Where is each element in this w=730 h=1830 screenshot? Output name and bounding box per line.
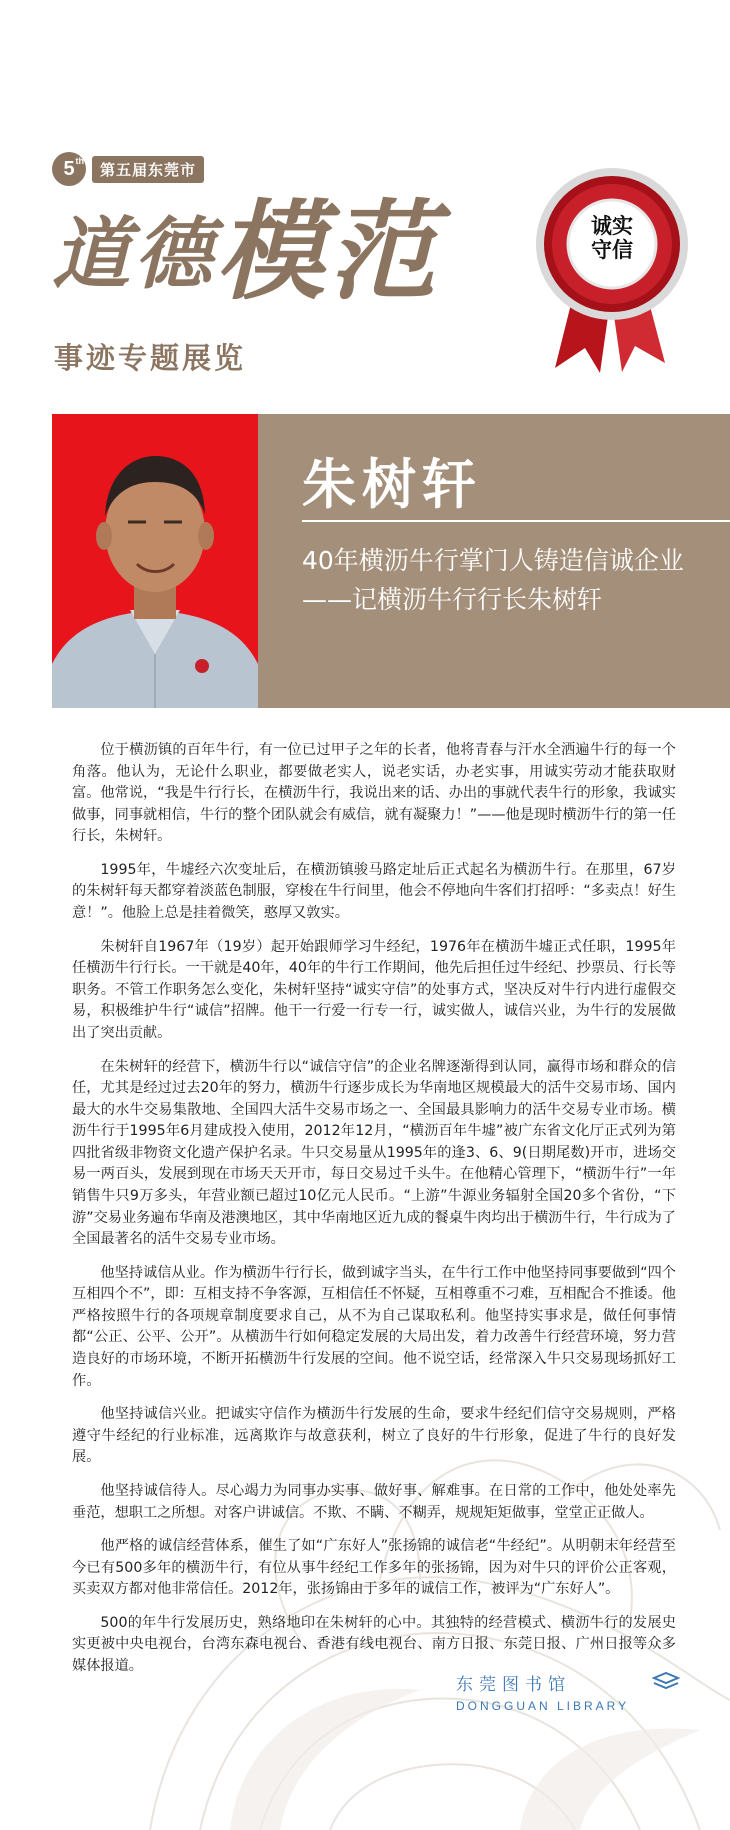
edition-suffix: th [75, 156, 84, 166]
exhibition-title [52, 189, 441, 315]
library-name-en: DONGGUAN LIBRARY [456, 1699, 630, 1713]
article-paragraph: 他严格的诚信经营体系，催生了如“广东好人”张扬锦的诚信老“牛经纪”。从明朝末年经营至今已有500多年的横沥牛行，有位从事牛经纪工作多年的张扬锦，因为对牛只的评价公正客观，买卖双方都对他非常信任。2012年，张扬锦由于多年的诚信工作，被评为“广东好人”。 [72, 1538, 676, 1598]
portrait-figure [52, 414, 258, 708]
article-paragraph: 500的年牛行发展历史，熟络地印在朱树轩的心中。其独特的经营模式、横沥牛行的发展史实更被中央电视台，台湾东森电视台、香港有线电视台、南方日报、东莞日报、广州日报等众多媒体报道。 [72, 1614, 676, 1674]
edition-label: 第五届东莞市 [92, 156, 204, 183]
article-paragraph: 在朱树轩的经营下，横沥牛行以“诚信守信”的企业名牌逐渐得到认同，赢得市场和群众的信任，尤其是经过过去20年的努力，横沥牛行逐步成长为华南地区规模最大的活牛交易市场、国内最大的水牛交易集散地、全国四大活牛交易市场之一、全国最具影响力的活牛交易专业市场。横沥牛行于1995年6月建成投入使用，2012年12月，“横沥百年牛墟”被广东省文化厅正式列为第四批省级非物资文化遗产保护名录。牛只交易量从1995年的逢3、6、9(日期尾数)开市，进场交易一两百头，发展到现在市场天天开市，每日交易过千头牛。在他精心管理下，“横沥牛行”一年销售牛只9万多头，年营业额已超过10亿元人民币。“上游”牛源业务辐射全国20多个省份，“下游”交易业务遍布华南及港澳地区，其中华南地区近九成的餐桌牛肉均出于横沥牛行，牛行成为了全国最著名的活牛交易专业市场。 [72, 1058, 676, 1248]
article-body [72, 740, 676, 1690]
name-panel [258, 414, 730, 708]
honesty-rosette-badge [530, 158, 690, 378]
title-part-2: 模范 [216, 189, 441, 315]
edition-tag [52, 152, 204, 186]
profile-headline [302, 542, 684, 620]
badge-label: 诚实 守信 [591, 214, 633, 263]
article-paragraph: 1995年，牛墟经六次变址后，在横沥镇骏马路定址后正式起名为横沥牛行。在那里，67岁的朱树轩每天都穿着淡蓝色制服，穿梭在牛行间里，他会不停地向牛客们打招呼：“多卖点！好生意！”。他脸上总是挂着微笑，憨厚又敦实。 [72, 861, 676, 922]
article-paragraph: 他坚持诚信兴业。把诚实守信作为横沥牛行发展的生命，要求牛经纪们信守交易规则，严格遵守牛经纪的行业标准，远离欺诈与故意获利，树立了良好的牛行形象，促进了牛行的良好发展。 [72, 1406, 676, 1466]
headline-line-1: 40年横沥牛行掌门人铸造信诚企业 [302, 546, 684, 575]
library-book-icon [652, 1672, 680, 1692]
exhibition-subtitle: 事迹专题展览 [54, 341, 247, 375]
name-divider [302, 520, 730, 522]
title-part-1: 道德 [52, 209, 217, 300]
article-paragraph: 位于横沥镇的百年牛行，有一位已过甲子之年的长者，他将青春与汗水全洒遍牛行的每一个角落。他认为，无论什么职业，都要做老实人，说老实话，办老实事，用诚实劳动才能获取财富。他常说，“我是牛行行长，在横沥牛行，我说出来的话、办出的事就代表牛行的形象，我诚实做事，同事就相信，牛行的整个团队就会有威信，就有凝聚力！”——他是现时横沥牛行的第一任行长，朱树轩。 [72, 742, 676, 845]
article-paragraph: 他坚持诚信待人。尽心竭力为同事办实事、做好事、解难事。在日常的工作中，他处处率先垂范，想职工之所想。对客户讲诚信。不欺、不瞒、不糊弄，规规矩矩做事，堂堂正正做人。 [72, 1482, 676, 1521]
headline-line-2: ——记横沥牛行行长朱树轩 [302, 584, 603, 614]
article-paragraph: 朱树轩自1967年（19岁）起开始跟师学习牛经纪，1976年在横沥牛墟正式任职，1995年任横沥牛行行长。一干就是40年，40年的牛行工作期间，他先后担任过牛经纪、抄票员、行长等职务。不管工作职务怎么变化，朱树轩坚持“诚实守信”的处事方式，坚决反对牛行内进行虚假交易，积极维护牛行“诚信”招牌。他干一行爱一行专一行，诚实做人，诚信兴业，为牛行的发展做出了突出贡献。 [72, 938, 676, 1041]
library-name-cn: 东莞图书馆 [456, 1675, 571, 1695]
profile-band [52, 414, 730, 708]
rosette-icon [530, 158, 690, 378]
person-name: 朱树轩 [302, 453, 482, 516]
portrait-photo [52, 414, 258, 708]
article-paragraph: 他坚持诚信从业。作为横沥牛行行长，做到诚字当头，在牛行工作中他坚持同事要做到“四个互相四个不”，即：互相支持不争客源，互相信任不怀疑，互相尊重不刁难，互相配合不推诿。他严格按照牛行的各项规章制度要求自己，从不为自己谋取私利。他坚持实事求是，做任何事情都“公正、公平、公开”。从横沥牛行如何稳定发展的大局出发，着力改善牛行经营环境，努力营造良好的市场环境，不断开拓横沥牛行发展的空间。他不说空话，经常深入牛只交易现场抓好工作。 [72, 1264, 676, 1389]
edition-number: 5 $^{th}$ [52, 152, 86, 186]
library-logo [456, 1670, 629, 1713]
